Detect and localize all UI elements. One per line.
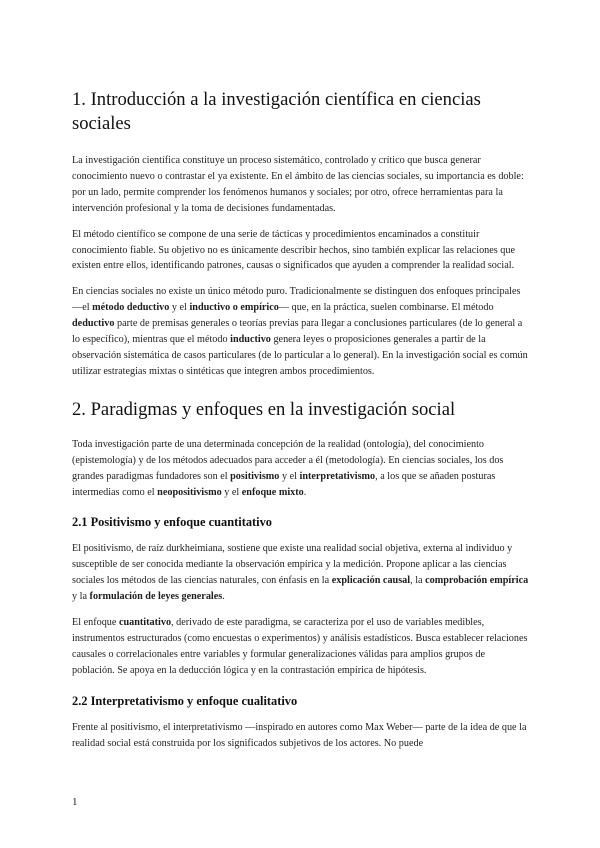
bold-term: inductivo o empírico: [189, 302, 279, 314]
subsection-2-2-title: 2.2 Interpretativismo y enfoque cualitativo: [72, 693, 298, 708]
bold-term: cuantitativo: [118, 617, 172, 629]
subsection-2-1-title: 2.1 Positivismo y enfoque cuantitativo: [72, 515, 272, 530]
subsection-2-1-paragraph-1: El positivismo, de raíz durkheimiana, sostiene que existe una realidad social objetiva, externa al individuo y susceptible de ser conocida mediante la observación empírica y la medición. Propone aplicar a las ciencias sociales los métodos de las ciencias naturales, con énfasis en la explicación causal, la comprobación empírica y la formulación de leyes generales.: [72, 543, 529, 603]
bold-term: neopositivismo: [157, 486, 222, 498]
bold-term: método deductivo: [92, 302, 170, 314]
section-2-title: 2. Paradigmas y enfoques en la investigación social: [72, 398, 456, 420]
document-page: [72, 88, 530, 761]
section-1-paragraph-2: El método científico se compone de una serie de tácticas y procedimientos encaminados a constituir conocimiento fiable. Su objetivo no es únicamente describir hechos, sino también explicar las relaciones que existen entre ellos, identificando patrones, causas o significados que ayuden a comprender la realidad social.: [72, 228, 516, 272]
bold-term: interpretativismo: [299, 470, 376, 482]
bold-term: positivismo: [230, 470, 280, 482]
bold-term: explicación causal: [331, 575, 411, 587]
section-1-paragraph-1: La investigación científica constituye un proceso sistemático, controlado y crítico que busca generar conocimiento nuevo o contrastar el ya existente. En el ámbito de las ciencias sociales, su importancia es doble: por un lado, permite comprender los fenómenos humanos y sociales; por otro, ofrece herramientas para la intervención profesional y la toma de decisiones fundamentadas.: [72, 155, 524, 214]
bold-term: enfoque mixto: [241, 486, 304, 498]
subsection-2-2-paragraph-1: Frente al positivismo, el interpretativismo —inspirado en autores como Max Weber— parte de la idea de que la realidad social está construida por los significados subjetivos de los actores. No puede: [72, 721, 527, 749]
subsection-2-1-paragraph-2: El enfoque cuantitativo, derivado de este paradigma, se caracteriza por el uso de variables medibles, instrumentos estructurados (como encuestas o experimentos) y análisis estadísticos. Busca establecer relaciones causales o correlacionales entre variables y formular generalizaciones válidas para amplios grupos de población. Se apoya en la deducción lógica y en la contrastación empírica de hipótesis.: [72, 617, 528, 676]
bold-term: formulación de leyes generales: [89, 591, 223, 603]
bold-term: deductivo: [72, 318, 115, 330]
bold-term: inductivo: [230, 334, 271, 346]
section-1-paragraph-3: En ciencias sociales no existe un único método puro. Tradicionalmente se distinguen dos enfoques principales —el método deductivo y el inductivo o empírico— que, en la práctica, suelen combinarse. El método deductivo parte de premisas generales o teorías previas para llegar a conclusiones particulares (de lo general a lo específico), mientras que el método inductivo genera leyes o proposiciones generales a partir de la observación sistemática de casos particulares (de lo particular a lo general). En la investigación social es común utilizar estrategias mixtas o sintéticas que integren ambos procedimientos.: [72, 286, 528, 377]
section-2-paragraph-1: Toda investigación parte de una determinada concepción de la realidad (ontología), del conocimiento (epistemología) y de los métodos adecuados para acceder a él (metodología). En ciencias sociales, los dos grandes paradigmas fundadores son el positivismo y el interpretativismo, a los que se añaden posturas intermedias como el neopositivismo y el enfoque mixto.: [72, 438, 504, 498]
bold-term: comprobación empírica: [425, 575, 529, 587]
section-1-title: 1. Introducción a la investigación científica en ciencias sociales: [72, 89, 481, 134]
page-number: 1: [72, 796, 78, 808]
